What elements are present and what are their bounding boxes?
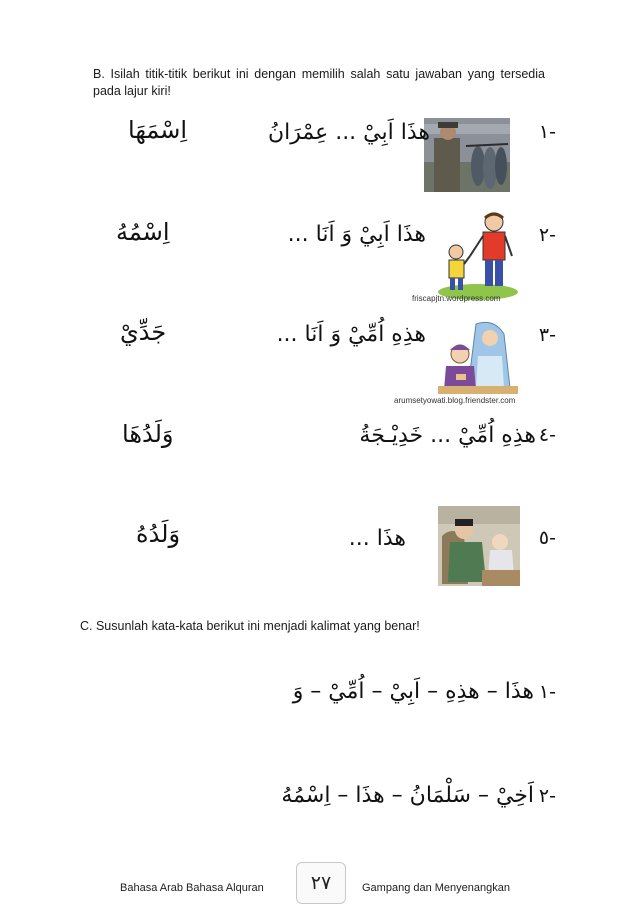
section-b-instruction: B. Isilah titik-titik berikut ini dengan memilih salah satu jawaban yang tersedia pada lajur kiri! xyxy=(93,67,545,98)
section-c-instruction: C. Susunlah kata-kata berikut ini menjadi kalimat yang benar! xyxy=(80,619,420,633)
item-1-sentence: هذَا اَبِيْ ... عِمْرَانُ xyxy=(267,120,430,145)
item-2-sentence: هذَا اَبِيْ وَ اَنَا ... xyxy=(287,222,426,247)
item-5-sentence: هذَا ... xyxy=(348,526,406,551)
item-5-answer: وَلَدُهُ xyxy=(136,520,181,548)
item-2-number: -٢ xyxy=(538,224,556,246)
item-3-answer: جَدِّيْ xyxy=(120,318,167,346)
footer-tagline: Gampang dan Menyenangkan xyxy=(362,882,510,894)
item-4-answer: وَلَدُهَا xyxy=(122,420,174,448)
item-4-number: -٤ xyxy=(538,424,556,446)
item-4-sentence: هذِهِ اُمِّيْ ... خَدِيْـجَةُ xyxy=(359,423,536,448)
grandfather-child-photo xyxy=(438,506,520,586)
page-number: ٢٧ xyxy=(296,862,346,904)
item-3-sentence: هذِهِ اُمِّيْ وَ اَنَا ... xyxy=(276,322,426,347)
item-3-image-caption: arumsetyowati.blog.friendster.com xyxy=(394,396,516,405)
item-1-answer: اِسْمَهَا xyxy=(128,116,188,144)
c-item-1-number: -١ xyxy=(538,681,556,703)
c-item-2-number: -٢ xyxy=(538,785,556,807)
item-2-answer: اِسْمُهُ xyxy=(116,218,170,246)
mother-child-cartoon xyxy=(438,318,518,394)
footer-book-title: Bahasa Arab Bahasa Alquran xyxy=(120,882,264,894)
item-5-number: -٥ xyxy=(538,527,556,549)
c-item-2-words: اَخِيْ – سَلْمَانُ – هذَا – اِسْمُهُ xyxy=(281,783,534,808)
item-1-number: -١ xyxy=(538,121,556,143)
item-2-image-caption: friscapjtn.wordpress.com xyxy=(412,294,501,303)
father-son-cartoon xyxy=(436,208,520,300)
item-3-number: -٣ xyxy=(538,324,556,346)
c-item-1-words: هذَا – هذِهِ – اَبِيْ – اُمِّيْ – وَ xyxy=(292,679,534,704)
fisherman-photo xyxy=(424,118,510,192)
